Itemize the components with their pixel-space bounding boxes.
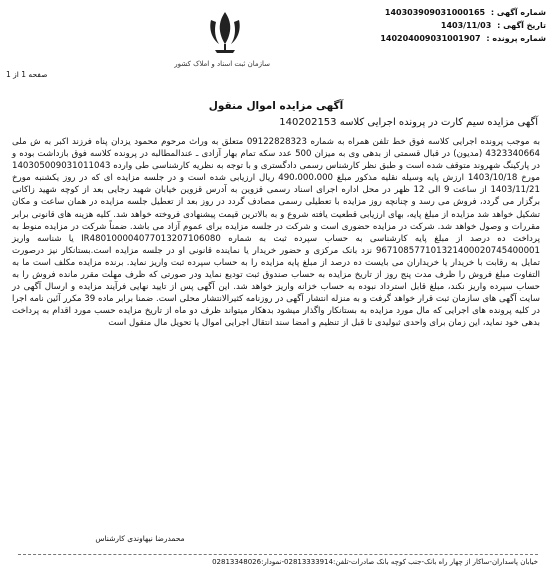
file-number-row bbox=[376, 32, 546, 45]
ad-number: 140303909031000165 bbox=[384, 8, 486, 17]
emblem bbox=[174, 8, 270, 68]
ad-number-row bbox=[376, 6, 546, 19]
file-number: 140204009031001907 bbox=[380, 34, 481, 43]
page-subtitle: آگهی مزایده سیم کارت در پرونده اجرایی کلاسه 140202153 bbox=[279, 117, 538, 128]
signature-block bbox=[60, 534, 220, 543]
notice-body bbox=[12, 136, 540, 330]
signatory-name: محمدرضا نیهاوندی bbox=[127, 534, 185, 543]
signatory-role: کارشناس bbox=[95, 534, 125, 543]
ad-metadata bbox=[376, 6, 546, 45]
ad-date-label: تاریخ آگهی : bbox=[497, 21, 546, 30]
iran-emblem-icon bbox=[205, 8, 245, 54]
ad-number-label: شماره آگهی : bbox=[490, 8, 546, 17]
ad-date: 1403/11/03 bbox=[440, 21, 492, 30]
file-number-label: شماره پرونده : bbox=[486, 34, 546, 43]
page-title: آگهی مزایده اموال منقول bbox=[208, 100, 344, 112]
ad-date-row bbox=[376, 19, 546, 32]
page-indicator: صفحه 1 از 1 bbox=[6, 70, 48, 79]
notice-paragraph: به موجب پرونده اجرایی کلاسه فوق خط تلفن همراه به شماره 09122828323 متعلق به وراث مرحوم محمود یزدان پناه فرزند اکبر به ش ملی 4323340664 (مدیون) در قبال قسمتی از بدهی وی به میزان 500 عدد سکه تمام بهار آزادی ـ عندالمطالبه در پرونده کلاسه فوق بازداشت بوده و در پارکینگ شهروند متوقف شده است و طبق نظر کارشناس رسمی دادگستری و با توجه به نظریه کارشناسی طی وارده 140305009031011043 مورخ 1403/10/18 ارزش پایه وسیله نقلیه مذکور مبلغ 490،000،000 ریال ارزیابی شده است و در جلسه مزایده ای که در روز یکشنبه مورخ 1403/11/21 از ساعت 9 الی 12 ظهر در محل اداره اجرای اسناد رسمی قزوین به آدرس قزوین خیابان شهید رجایی بعد از کوچه شهید زاکانی برگزار می گردد، فروش می رسد و چنانچه روز مزایده با تعطیلی رسمی مصادف گردد در روز بعد از تعطیل جلسه مزایده در همان ساعت و مکان تشکیل خواهد شد مزایده از مبلغ پایه، بهای ارزیابی قطعیت یافته شروع و به بالاترین قیمت پیشنهادی فروخته خواهد شد. کلیه هزینه های قانونی برابر مقررات و وصول خواهد شد. شرکت در مزایده حضوری است و شرکت در جلسه مزایده برای عموم آزاد می باشد. ضمناً شرکت در مزایده منوط به پرداخت ده درصد از مبلغ پایه کارشناسی به حساب سپرده ثبت به شماره IR480100004077013207106080 یا شناسه واریز 967108577101321400020745400001 نزد بانک مرکزی و حضور خریدار یا نماینده قانونی او در جلسه مزایده است.بستانکار نیز درصورت تمایل به رقابت با خریدار یا خریداران می بایست ده درصد از مبلغ پایه مزایده را به حساب سپرده ثبت واریز نماید. برنده مزایده مکلف است ما به التفاوت مبلغ فروش را ظرف مدت پنج روز از تاریخ مزایده به حساب صندوق ثبت تودیع نماید ودر صورتی که ظرف مهلت مقرر مانده فروش را به حساب سپرده واریز نکند، مبلغ قابل استرداد نبوده به حساب خزانه واریز خواهد شد. این آگهی پس از تایید نهایی فرآیند مزایده و ارسال آگهی در سایت آگهی های سازمان ثبت قرار خواهد گرفت و به منزله انتشار آگهی در روزنامه کثیرالانتشار محلی است. ضمنا برابر ماده 39 مکرر آئین نامه اجرا در کلیه پرونده های اجرایی که مال مورد مزایده به بستانکار واگذار میشود بدهکار میتواند ظرف دو ماه از تاریخ مزایده حسب مورد اقدام به پرداخت بدهی خود نماید، این زمان برای واحدی ثبولیدی تا قبل از تنظیم و امضا سند انتقال اجرایی اموال یا تحویل مال منقول است bbox=[12, 137, 541, 329]
office-address: خیابان پاسداران-ساکار از چهار راه بانک-جنب کوچه بانک صادرات-تلفن:02813333914-نمودار:02813348026 bbox=[18, 554, 538, 566]
organization-name: سازمان ثبت اسناد و املاک کشور bbox=[174, 60, 270, 68]
